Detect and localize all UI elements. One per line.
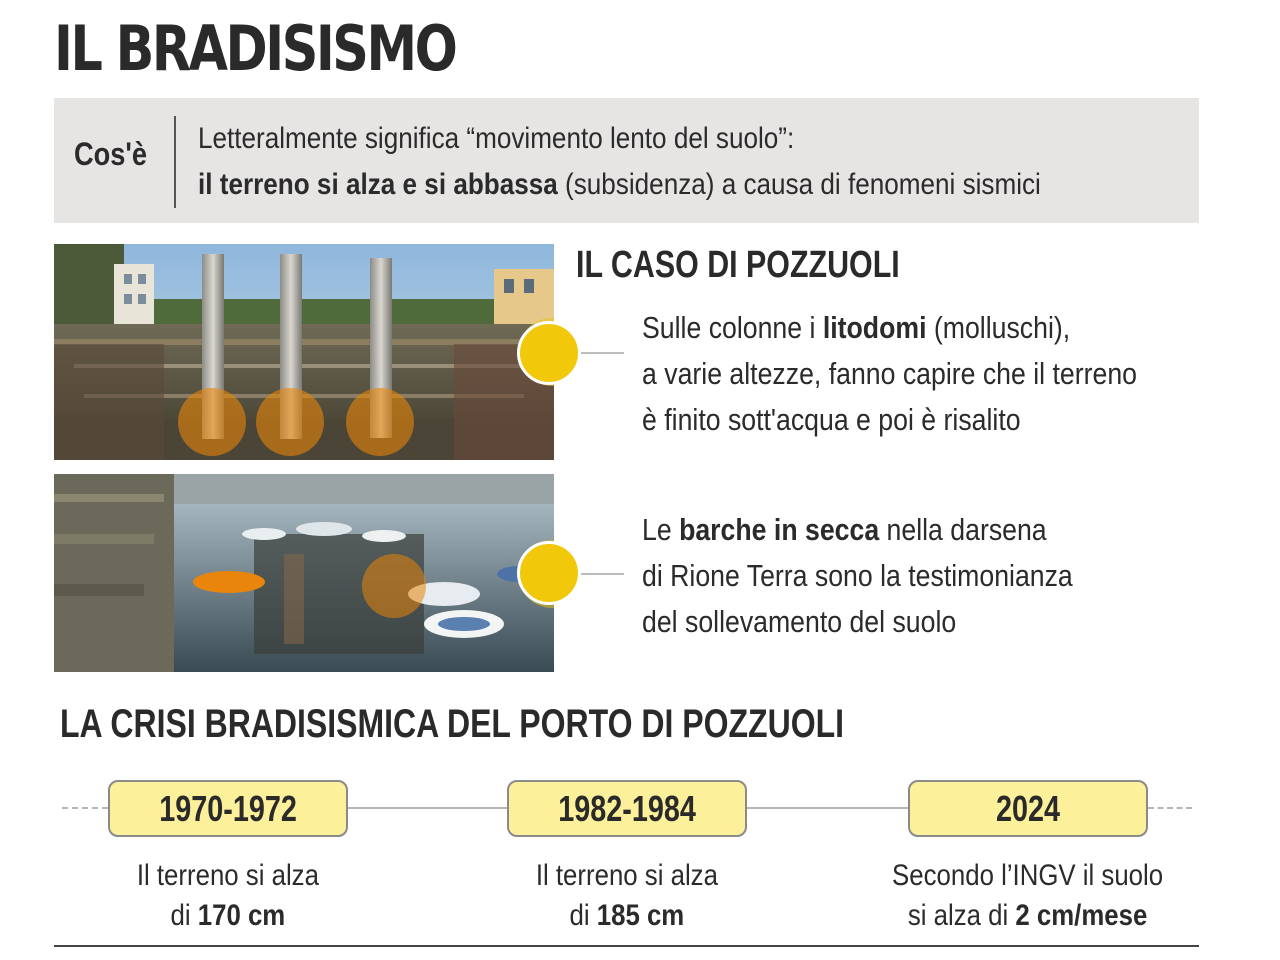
period-2-value: 185 cm <box>596 899 685 932</box>
boats-post: nella darsena <box>879 512 1047 547</box>
period-2-line-2 <box>536 896 718 936</box>
period-1-value: 170 cm <box>197 899 286 932</box>
boats-marker <box>517 541 581 605</box>
definition-box <box>54 98 1199 223</box>
period-desc-2-inner <box>536 856 718 936</box>
period-1-pre: di <box>170 899 198 932</box>
definition-rest: (subsidenza) a causa di fenomeni sismici <box>557 168 1041 201</box>
boats-text <box>642 507 1073 645</box>
columns-connector <box>580 352 624 354</box>
boats-connector <box>580 573 624 575</box>
period-3-line-2 <box>892 896 1163 936</box>
period-desc-3-inner <box>892 856 1163 936</box>
definition-text <box>198 116 1041 208</box>
year-label-3: 2024 <box>995 788 1061 829</box>
boats-pre: Le <box>642 512 680 547</box>
columns-text <box>642 305 1137 443</box>
columns-line-3: è finito sott'acqua e poi è risalito <box>642 402 1021 437</box>
period-2-pre: di <box>569 899 597 932</box>
period-desc-1-inner <box>137 856 319 936</box>
boats-line-1 <box>642 507 1073 553</box>
boats-line-3: del sollevamento del suolo <box>642 604 957 639</box>
definition-bold: il terreno si alza e si abbassa <box>198 168 558 201</box>
page-title: IL BRADISISMO <box>54 12 456 85</box>
case-title: IL CASO DI POZZUOLI <box>576 244 900 286</box>
crisis-title: LA CRISI BRADISISMICA DEL PORTO DI POZZUOLI <box>60 702 845 746</box>
period-3-value: 2 cm/mese <box>1015 899 1148 932</box>
definition-divider <box>174 116 176 208</box>
columns-post: (molluschi), <box>926 310 1071 345</box>
period-description-2 <box>457 856 797 936</box>
period-3-pre: si alza di <box>908 899 1016 932</box>
timeline-dash-left <box>62 807 108 809</box>
year-pill-1 <box>108 780 348 837</box>
boats-bold: barche in secca <box>679 512 880 547</box>
harbor-photo <box>54 474 554 672</box>
year-pill-2 <box>507 780 747 837</box>
columns-line-2: a varie altezze, fanno capire che il terreno <box>642 356 1137 391</box>
columns-photo <box>54 244 554 460</box>
period-3-line-1: Secondo l’INGV il suolo <box>892 859 1164 892</box>
boats-line-2: di Rione Terra sono la testimonianza <box>642 558 1073 593</box>
period-description-1 <box>58 856 398 936</box>
columns-pre: Sulle colonne i <box>642 310 823 345</box>
columns-bold: litodomi <box>822 310 927 345</box>
period-2-line-1: Il terreno si alza <box>535 859 719 892</box>
columns-line-1 <box>642 305 1137 351</box>
columns-marker <box>517 321 581 385</box>
year-label-1: 1970-1972 <box>159 788 297 829</box>
period-1-line-1: Il terreno si alza <box>136 859 320 892</box>
columns-photo-image <box>54 244 554 460</box>
year-pill-3 <box>908 780 1148 837</box>
definition-label: Cos'è <box>74 136 147 172</box>
period-description-3 <box>858 856 1198 936</box>
definition-line-2 <box>198 162 1041 208</box>
timeline-dash-right <box>1148 807 1192 809</box>
year-label-2: 1982-1984 <box>558 788 696 829</box>
bottom-rule <box>54 945 1199 947</box>
period-1-line-2 <box>137 896 319 936</box>
harbor-photo-image <box>54 474 554 672</box>
definition-line-1: Letteralmente significa “movimento lento del suolo”: <box>198 122 795 155</box>
